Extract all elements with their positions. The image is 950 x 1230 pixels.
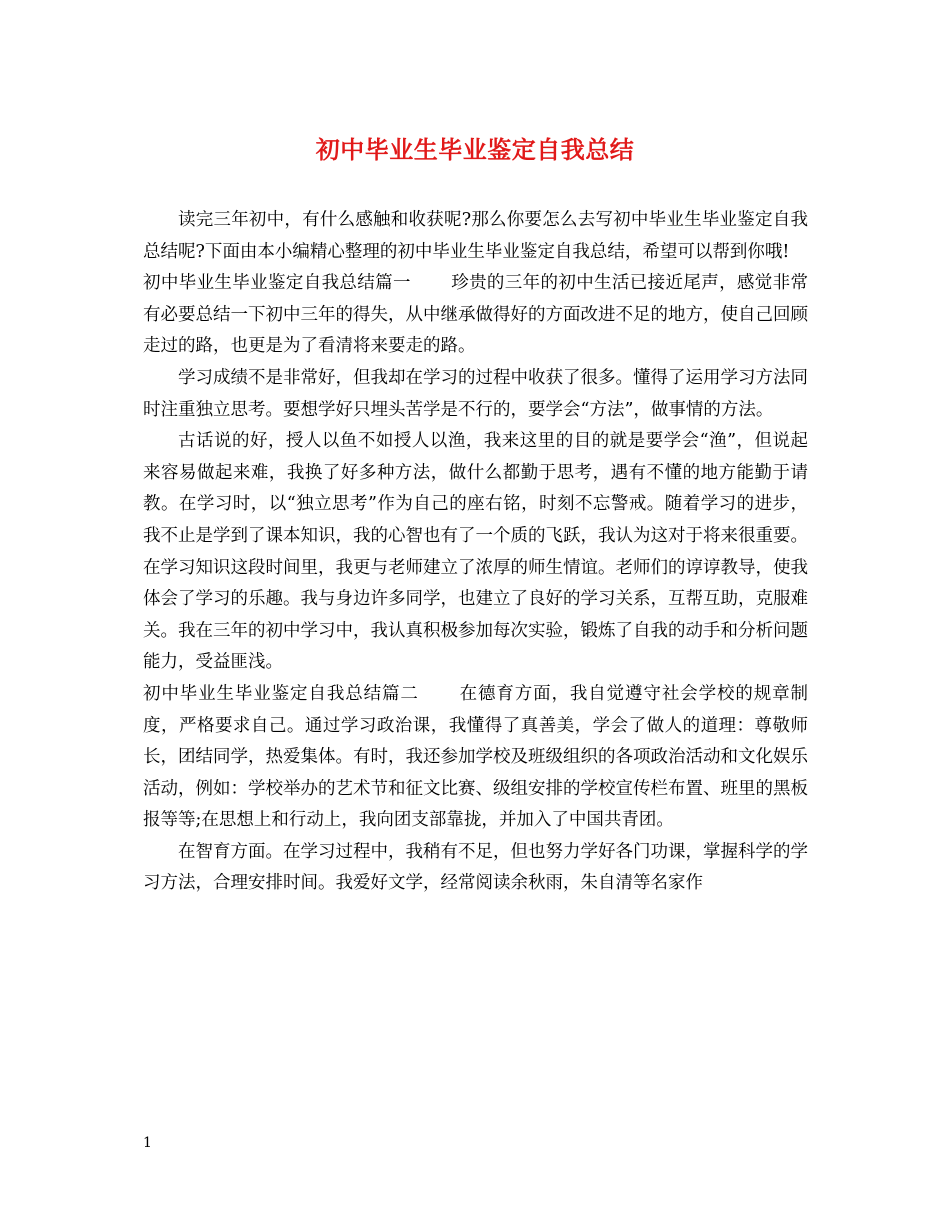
section-two-paragraph bbox=[143, 679, 808, 837]
section-one-heading: 初中毕业生毕业鉴定自我总结篇一 bbox=[143, 273, 411, 294]
document-title: 初中毕业生毕业鉴定自我总结 bbox=[315, 135, 635, 164]
section-one-paragraph bbox=[143, 268, 808, 363]
page-number: 1 bbox=[143, 1135, 152, 1151]
intellectual-paragraph: 在智育方面。在学习过程中，我稍有不足，但也努力学好各门功课，掌握科学的学习方法，合理安排时间。我爱好文学，经常阅读余秋雨，朱自清等名家作 bbox=[143, 841, 808, 894]
study-results-paragraph: 学习成绩不是非常好，但我却在学习的过程中收获了很多。懂得了运用学习方法同时注重独立思考。要想学好只埋头苦学是不行的，要学会“方法”，做事情的方法。 bbox=[143, 367, 808, 420]
intro-paragraph: 读完三年初中，有什么感触和收获呢?那么你要怎么去写初中毕业生毕业鉴定自我总结呢?下面由本小编精心整理的初中毕业生毕业鉴定自我总结，希望可以帮到你哦! bbox=[143, 210, 808, 262]
section-one-text: 珍贵的三年的初中生活已接近尾声，感觉非常有必要总结一下初中三年的得失，从中继承做得好的方面改进不足的地方，使自己回顾走过的路，也更是为了看清将来要走的路。 bbox=[143, 273, 809, 357]
section-two-text: 在德育方面，我自觉遵守社会学校的规章制度，严格要求自己。通过学习政治课，我懂得了真善美，学会了做人的道理：尊敬师长，团结同学，热爱集体。有时，我还参加学校及班级组织的各项政治活动和文化娱乐活动，例如：学校举办的艺术节和征文比赛、级组安排的学校宣传栏布置、班里的黑板报等等;在思想上和行动上，我向团支部靠拢，并加入了中国共青团。 bbox=[143, 683, 808, 831]
section-two-heading: 初中毕业生毕业鉴定自我总结篇二 bbox=[143, 683, 419, 704]
proverb-paragraph: 古话说的好，授人以鱼不如授人以渔，我来这里的目的就是要学会“渔”，但说起来容易做起来难，我换了好多种方法，做什么都勤于思考，遇有不懂的地方能勤于请教。在学习时，以“独立思考”作为自己的座右铭，时刻不忘警戒。随着学习的进步，我不止是学到了课本知识，我的心智也有了一个质的飞跃，我认为这对于将来很重要。在学习知识这段时间里，我更与老师建立了浓厚的师生情谊。老师们的谆谆教导，使我体会了学习的乐趣。我与身边许多同学，也建立了良好的学习关系，互帮互助，克服难关。我在三年的初中学习中，我认真积极参加每次实验，锻炼了自我的动手和分析问题能力，受益匪浅。 bbox=[143, 431, 808, 673]
document-body bbox=[143, 205, 808, 900]
